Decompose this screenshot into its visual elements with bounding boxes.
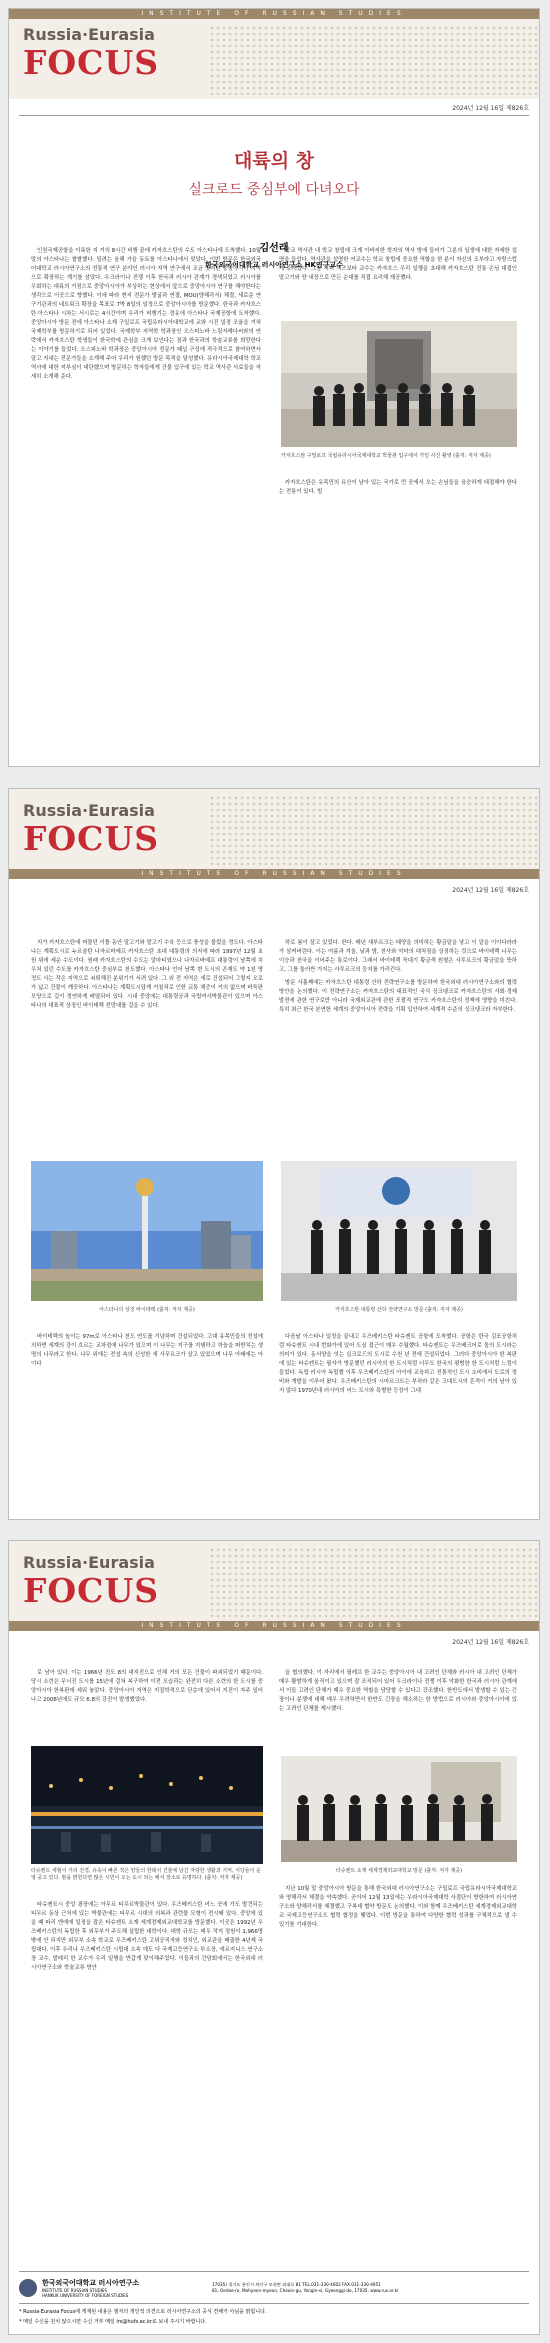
brand-title-line1: Russia·Eurasia [23,1553,155,1572]
p3-right-column-2 [279,1885,517,1934]
p1-right-column-2 [279,479,517,501]
brand-title-focus: FOCUS [23,819,160,858]
footer-org-en2: HANKUK UNIVERSITY OF FOREIGN STUDIES [42,2293,129,2298]
p2-right-caption: 카자흐스탄 대통령 산하 전략연구소 방문 (출처: 저자 제공) [335,1307,463,1313]
brand-title-focus: FOCUS [23,43,160,82]
paragraph: 다음날 아스타나 일정을 끝내고 우즈베키스탄 타슈켄트 공항에 도착했다. 공항은 한국 김포공항처럼 타슈켄트 시내 번화가에 있어 도심 접근이 매우 수월했다. 타슈켄트는 우즈베크어로 돌의 도시라는 의미가 있다. 동서양을 잇는 실크로드의 도시로 수천 년 전에 건설되었다. 그러다 중앙아시아 한 복판에 있는 타슈켄트는 필자가 방문했던 러시아의 한 도시처럼 너무도 한국의 평범한 한 도시처럼 느낌이 들었다. 독립 러시아 독립했 이후 우즈베키스탄의 아이에 교육하고 전통적인 도시 소비에서 도로의 정비와 개발을 이루어 왔다. 우즈베키스탄의 시마르크트는 부하라 같은 고대도시의 흔적이 거의 남아 있지 않다 1970년대 러시아의 어느 도시와 특별한 등장이 그대 [279,1334,517,1394]
issue-date: 2024년 12월 16일 제826호 [452,887,529,894]
p2-left-caption: 아스타나의 상징 바이테렉 (출처: 저자 제공) [99,1307,195,1313]
paragraph: 방문 사흘째에는 카자흐스탄 대통령 산하 전략연구소를 방문하여 한국외대 러시아연구소와의 협력 방안을 논의했다. 이 전략연구소는 카자흐스탄의 대표적인 국식 싱크탱크로 카자흐스탄의 사회·경제 발전에 관한 연구로만 아니라 국제외교관에 관한 포괄적 연구도 카자흐스탄의 정책에 영향을 미친다. 특히 최근 한국 본연한 세계의 중앙아시아 전략을 기획 입안하여 세계적 수준의 싱크탱크라 자부한다. [279,980,517,1013]
p2-strategy-institute-photo [281,1161,517,1301]
article-subtitle: 실크로드 중심부에 다녀오다 [188,182,360,198]
p1-photo-caption: 카자흐스탄 구밀로프 국립유라시아국제대학교 박물관 입구에서 가일 사진 촬영 (출처: 저자 제공) [281,453,491,459]
p3-university-visit-photo [281,1756,517,1862]
brand-title-focus: FOCUS [23,1571,160,1610]
p2-right-column [279,939,517,1019]
footer-address-en: 81, Oedae-ro, Mohyeon-myeon, Cheoin-gu, Yongin-si, Gyeonggi-do, 17035. www.rus.or.kr [212,2288,399,2293]
university-logo [19,2279,37,2297]
paragraph: 학교 역사관 내 학교 창립에 크게 이바지한 학자의 역사 방에 들어가 그분의 일생에 대한 자세한 설명을 들었다. 역사관을 설명한 여교수는 학교 창립에 중요한 역할을 한 분이 자신의 조부라고 자랑스럽게 소개했다. 그날 저녁 이즈보타 교수는 카자흐스 우리 일행을 초대해 카자흐스탄 전통 손님 대접인 말고기와 양 내장으로 만든 순대를 직접 요리해 제공했다. [279,248,517,281]
issue-date: 2024년 12월 16일 제826호 [452,105,529,112]
p1-group-photo [281,321,517,447]
p3-right-column [279,1669,517,1718]
brand-title-line1: Russia·Eurasia [23,25,155,44]
page-1 [8,8,540,767]
footer-note-2: * 메일 수신을 원치 않으시면 수신 거부 메일 irs@hufs.ac.kr로 보내 주시기 바랍니다. [19,2319,207,2325]
paragraph: 지난 10월 말 중앙아시아 방문을 통해 한국외대 러시아연구소는 구밀료프 국립유라시아국제대학교와 양해각서 체결을 약속했다. 곧이어 12월 13일에는 우라시아국제대학 사절단이 방한하여 러시아연구소와 양해각서를 체결했고 구복세 협약 방문도 논의했다. 이와 함께 우즈베키스탄 세계경제외교대학교 국제고등연구소도 협력 협정을 맺었다. 이번 방문을 통하여 다양한 협력 성과를 구체적으로 낼 수 있기를 기대한다. [279,1886,517,1928]
paragraph: 인천국제공항을 이륙한 지 거의 8시간 비행 끝에 카자흐스탄의 수도 아스타나에 도착했다. 10월 말의 아스타나는 쌀쌀했다. 밀려는 올해 가을 동토를 아스타나에서 맞았다. 이번 방문은 한국외국어대학교 러시아연구소의 전통적 연구 분야인 러시아 지역 연구에서 조금 벗어난 중앙아시아 지역으로 확장하는 계기를 삼았다. 우크라이나 전쟁 이후 한국과 러시아 관계가 경색되었고 러시아를 우회하는 대륙의 거점으로 중앙아시아가 부상하는 현상에서 앞으로 중앙아시아 연구를 해야한다는 생각으로 이곳으로 향했다. 이에 따라 현지 전문가 발굴과 연결, MOU(양해각서) 체결, 새로운 연구기관과의 네트워크 확장을 목표로 7박 8일의 일정으로 중앙아시아를 방문했다. 한국과 카자흐스탄·아스타나 시차는 서시로는 4시간이며 우리가 비행기는 경유에 아스타나 국제공항에 도착했다. 중앙아시아 방문 전에 아스타나 소재 구일로프 국립유라시아대학교에 교와 시진 일정 조율을 거쳐 국제학부를 방문하기로 되어 있었다. 국제학부 지역학 학과장인 오스피노바 느림자헤다씨와의 연락에서 카자흐스탄 학생들이 한국학에 관심을 크게 보인다는 점과 한국과의 학술교류를 희망한다는 이야기를 들었다. 오스피노바 학과장은 중앙아시아 전문가 패널 구성에 적극적으로 참여하면서 알고 지내는 전문가들을 소개해 주어 우리가 원했던 방문 목적을 달성했다. 유라시아국제대학 학교 역사에 대한 저부심이 대단했으며 방문하는 학자들에게 건물 입구에 있는 학교 역사관 사료들을 자세히 소개해 준다. [31,248,261,380]
p2-left-column-2 [31,1333,263,1373]
article-title: 대륙의 창 [233,150,315,172]
p2-left-column [31,939,263,1015]
paragraph: 로 남아 있다. 이는 1966년 진도 8의 대지진으로 인해 거의 모든 건물이 파괴되었기 때문이다. 당시 소련은 무너진 도시를 15년에 걸쳐 복구하여 이전 모습과는 완전히 다른 소련의 한 도시를 중앙아시아 한복판에 세워 놓았다. 중앙아시아 지역은 지질학적으로 단층에 있어서 지진이 자주 일어나고 2008년에도 규모 6.8의 강진이 발생했었다. [31,1670,263,1703]
issue-date: 2024년 12월 16일 제826호 [452,1639,529,1646]
world-map-dots [209,25,539,95]
world-map-dots [209,795,539,865]
author-name: 김선래 [259,243,289,254]
paragraph: 바이테렉의 높이는 97m로 아스타나 천도 연도를 기념하며 건설되었다. 고대 유목민들의 전설에 의하면 세계의 강이 흐르는 교차점에 나무가 있으며 이 나무는 지구를 지탱하고 하늘을 떠받치는 생명의 나무라고 한다. 나무 위에는 전설 속의 신성한 새 사무르크가 살고 있었으며 나무 아래에는 아이다 [31,1334,263,1367]
paragraph: 타슈켄트시 중앙 광장에는 아무르 티무르박물관이 있다. 우즈베키스탄 어느 곳에 가도 발견되는 티무르 동상 근처에 있는 박물관에는 티무르 시대의 의복과 관련물 모형이 전시돼 있다. 중앙에 있을 때 파리 엔에에 일정을 잡은 타슈켄트 소재 세계경제외교대학교를 방문했다. 이곳은 1992년 우즈베키스탄의 독립한 후 외무부가 주도해 설립한 대학이다. 대학 규모는 매우 작지 정원이 1,966명밖에 안 되지만 외무부 소속 학교로 우즈베키스탄 고위공직자와 정치인, 외교관을 배출한 4년제 국립대다. 이후 우리나 우즈베키스탄 시립대 소속 에도 다 국제고등연구소 부소장, 에르지니스 연구소장 교수, 발레리 한 교수가 우리 일행을 반갑게 맞이해주었다. 이들과의 간담회에서는 한국외대 러시아연구소와 학술교류 방안 [31,1902,263,1971]
author-affiliation: 한국외국어대학교 러시아연구소 HK연구교수 [205,261,343,269]
institute-band: INSTITUTE OF RUSSIAN STUDIES [9,9,539,19]
p3-tashkent-night-photo [31,1746,263,1864]
p1-right-column [279,247,517,287]
masthead [9,789,539,869]
p3-right-caption: 타슈켄트 소재 세계경제외교대학교 방문 (출처: 저자 제공) [335,1868,463,1874]
paragraph: 을 협의했다. 이 자리에서 필레프 한 교수는 중앙아시아 내 고려인 단체와 러시아 내 고려인 단체가 매우 활발하게 움직이고 있으며 잘 조직되어 있어 우크라이나 전쟁 이후 악화한 한국과 러시아 관계에서 이들 고려인 단체가 매우 중요한 역할을 담당할 수 있다고 강조했다. 한반도에서 발생할 수 있는 긴장이나 분쟁에 대해 매우 우려하면서 한반도 긴장을 해소하는 한 방법으로 러시아와 중앙아시아에 있는 고려인 단체를 제시했다. [279,1670,517,1712]
p3-left-column [31,1669,263,1709]
paragraph: 카자흐스탄은 유목민의 유산이 남아 있는 국가로 먼 곳에서 오는 손님들을 융숭하게 대접해야 한다는 전통이 있다. 빌 [279,480,517,495]
paragraph: 지가 카자흐스탄에 머물던 이틀 동안 말고기와 말고기 수육 등으로 풍성을 불렀을 정도다. 아스타나는 계획도시로 누르술탄 나자르바예프 카자흐스탄 초대 대통령의 의지에 따라 1997년 12월 초원 위에 세운 수도이다. 원래 카자흐스탄의 수도는 알마티였으나 나자르바예프 대통령이 남쪽에 치우쳐 있던 수도를 카자흐스탄 중심부로 천도했다. 아스타나 언어 남쪽 변 도시의 존재도 약 1천 명 정도 사는 작은 지역으로 쇠퇴해진 분위기가 서려 있다. 그 외 전 지역은 새로 건설되어 그렇지 오로가 넓고 건물이 깨끗하다. 아스타나는 계획도시답게 거침처로 인한 교통 체증이 거의 없으며 바둑판 모양으로 길이 정연하게 배열되어 있다. 시내 중앙에는 대통령궁과 국립여사박물관이 있으며 아스타나의 대표적 상징인 바이테렉 전망대를 걸을 수 있다. [31,940,263,1009]
page-footer [19,2271,529,2325]
p3-left-column-2 [31,1901,263,1977]
p2-right-column-2 [279,1333,517,1400]
masthead [9,1541,539,1621]
p1-left-column [31,247,261,386]
paragraph: 하로 봄이 살고 있었다. 한다. 매년 새부르크는 태양을 의미하는 황금알을 낳고 이 알을 이이다라라가 삼켜버린다. 이는 여름과 겨울, 낮과 밤, 천사와 악마의 대척점을 상징하는 것으로 바이테렉 나무는 이승과 천국을 이어주는 통로이다. 그래서 바이테렉 꼭대기 황금색 원형은 사투르크의 황금알을 뜻하고, 그를 둘러싼 가지는 사투르크의 둥지를 가리킨다. [279,940,517,973]
brand-title-line1: Russia·Eurasia [23,801,155,820]
footer-address: 17035) 경기도 용인시 처인구 모현면 외대로 81 TEL.031-330-4602 FAX.031-330-4951 [212,2282,381,2287]
institute-band: INSTITUTE OF RUSSIAN STUDIES [9,1621,539,1631]
world-map-dots [209,1547,539,1617]
footer-note-1: * Russia·Eurasia Focus에 게재된 내용은 필자의 개인적 의견으로 러시아연구소의 공식 견해가 아님을 밝힙니다. [19,2309,267,2315]
p3-left-caption: 타슈켄트 세월이 거리 전경, 유속이 빠른 적은 양들의 한데서 건물에 남긴 자랑한 생활과 기억, 식당들이 운영 중고 있다. 밤을 밝힌다면 많은 시민이 오는 도시 되는 해서 장소로 유명하다. (출처: 저자 제공) [31,1868,261,1881]
footer-org-en: INSTITUTE OF RUSSIAN STUDIES [42,2288,107,2293]
divider [19,115,529,116]
p2-baiterek-photo [31,1161,263,1301]
page-2 [8,788,540,1520]
footer-org-ko: 한국외국어대학교 러시아연구소 [42,2279,140,2287]
page-3 [8,1540,540,2335]
institute-band: INSTITUTE OF RUSSIAN STUDIES [9,869,539,879]
masthead [9,19,539,99]
